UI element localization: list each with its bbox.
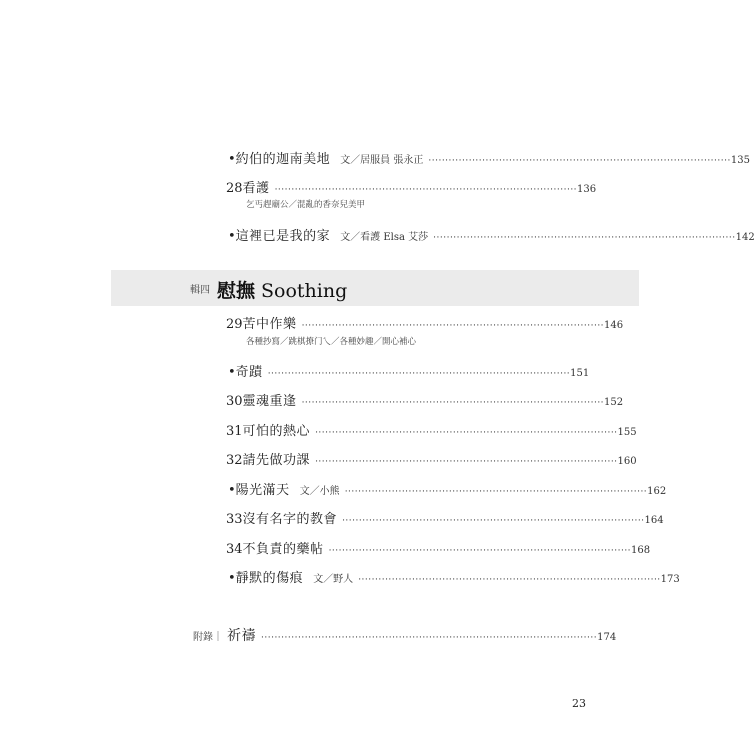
toc-entry <box>226 479 667 498</box>
entry-subtitle: 乞丐趕廟公／混亂的香奈兒美甲 <box>246 200 366 210</box>
entry-page: 162 <box>647 486 667 497</box>
dot-leader: ···································································································· <box>261 633 598 643</box>
entry-marker: • <box>228 483 236 498</box>
dot-leader: ·························································································· <box>315 457 618 467</box>
appendix-title: 祈禱 <box>227 628 256 644</box>
dot-leader: ·························································································· <box>428 156 731 166</box>
toc-entry <box>226 177 597 196</box>
appendix-page: 174 <box>597 632 617 643</box>
entry-page: 152 <box>604 397 624 408</box>
entry-title: 可怕的熱心 <box>242 424 311 439</box>
section-title-en: Soothing <box>261 280 348 302</box>
entry-author: 文／小熊 <box>299 486 340 497</box>
entry-page: 146 <box>604 320 624 331</box>
entry-marker: 32 <box>226 453 243 468</box>
page-number: 23 <box>572 697 586 710</box>
section-title-cn: 慰撫 <box>217 280 256 302</box>
entry-author: 文／野人 <box>313 574 354 585</box>
entry-page: 151 <box>570 368 590 379</box>
dot-leader: ·························································································· <box>315 428 618 438</box>
dot-leader: ·························································································· <box>358 575 661 585</box>
entry-title: 靈魂重逢 <box>242 394 297 409</box>
dot-leader: ·························································································· <box>274 185 578 195</box>
entry-title: 陽光滿天 <box>235 483 290 498</box>
entry-marker: 31 <box>226 424 243 439</box>
dot-leader: ·························································································· <box>267 369 571 379</box>
toc-entry <box>226 148 750 167</box>
entry-page: 164 <box>644 515 664 526</box>
entry-marker: • <box>228 229 236 244</box>
dot-leader: ·························································································· <box>328 546 632 556</box>
toc-entry <box>226 390 624 409</box>
entry-marker: 29 <box>226 317 243 332</box>
entry-page: 173 <box>660 574 680 585</box>
entry-page: 135 <box>730 155 750 166</box>
entry-title: 這裡已是我的家 <box>235 229 331 244</box>
entry-marker: 33 <box>226 512 243 527</box>
entry-marker: 34 <box>226 542 243 557</box>
section-label: 輯四 <box>190 285 210 296</box>
entry-subtitle: 各種抄寫／跳棋撩门乀／各種妙趣／開心補心 <box>246 337 417 347</box>
section-header-band <box>111 270 639 306</box>
entry-author: 文／看護 Elsa 艾莎 <box>340 232 429 243</box>
entry-marker: 28 <box>226 181 243 196</box>
toc-entry <box>226 420 637 439</box>
entry-marker: • <box>228 152 236 167</box>
toc-entry <box>226 225 755 244</box>
dot-leader: ·························································································· <box>301 321 605 331</box>
entry-title: 看護 <box>242 181 270 196</box>
entry-page: 155 <box>617 427 637 438</box>
entry-marker: • <box>228 571 236 586</box>
entry-author: 文／居服員 張永正 <box>340 155 424 166</box>
dot-leader: ·························································································· <box>342 516 645 526</box>
toc-entry <box>226 567 680 586</box>
toc-entry <box>226 361 590 380</box>
dot-leader: ·························································································· <box>301 398 605 408</box>
entry-title: 奇蹟 <box>235 365 263 380</box>
toc-entry <box>226 449 637 468</box>
dot-leader: ·························································································· <box>344 487 648 497</box>
entry-title: 沒有名字的教會 <box>242 512 338 527</box>
appendix-entry <box>193 625 617 645</box>
appendix-label: 附錄｜ <box>193 632 223 643</box>
entry-page: 168 <box>631 545 651 556</box>
entry-marker: 30 <box>226 394 243 409</box>
entry-title: 不負責的藥帖 <box>242 542 324 557</box>
section-title <box>217 276 347 303</box>
entry-page: 142 <box>735 232 755 243</box>
entry-marker: • <box>228 365 236 380</box>
toc-entry <box>226 508 664 527</box>
toc-entry <box>226 538 651 557</box>
entry-page: 160 <box>617 456 637 467</box>
entry-title: 靜默的傷痕 <box>235 571 304 586</box>
entry-title: 請先做功課 <box>242 453 311 468</box>
dot-leader: ·························································································· <box>433 233 736 243</box>
toc-entry <box>226 313 624 332</box>
entry-page: 136 <box>577 184 597 195</box>
entry-title: 約伯的迦南美地 <box>235 152 331 167</box>
entry-title: 苦中作樂 <box>242 317 297 332</box>
